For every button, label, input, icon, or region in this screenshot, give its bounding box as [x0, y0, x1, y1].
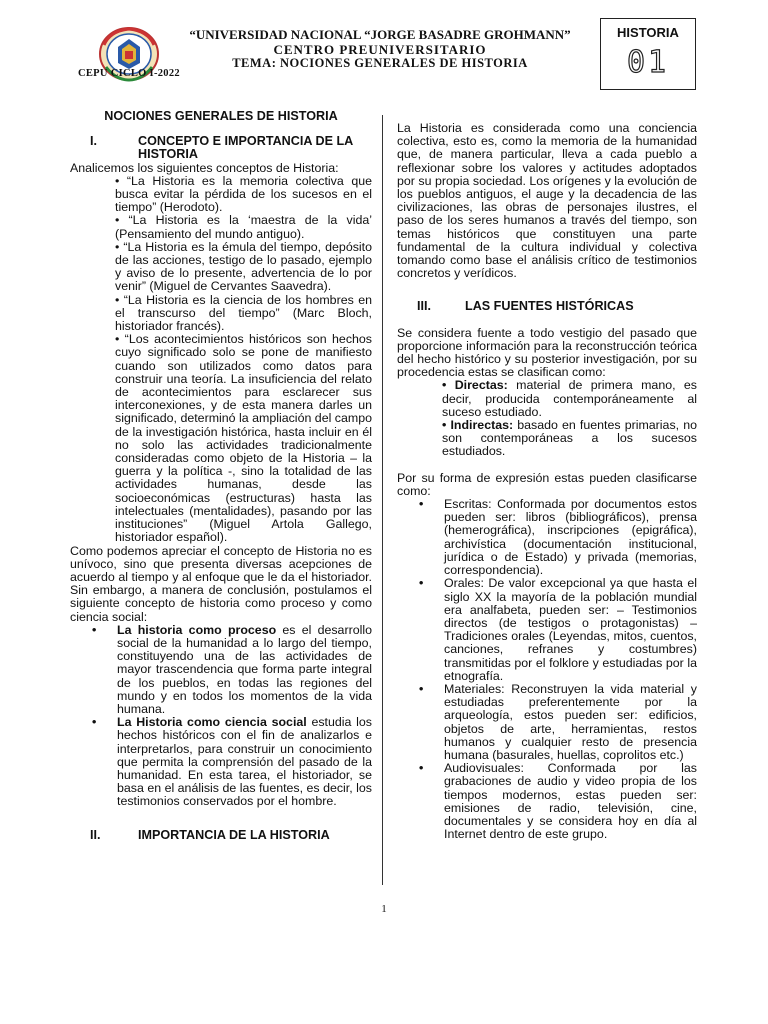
source-types-list: [397, 498, 697, 841]
quote-bloch: • “La Historia es la ciencia de los hombres en el transcurso del tiempo” (Marc Bloch, historiador francés).: [115, 292, 372, 334]
section-heading-2: [70, 829, 372, 842]
quote-artola: • “Los acontecimientos históricos son hechos cuyo significado solo se pone de manifiesto cuando son utilizados como datos para construir una teoría. La insuficiencia del relato de acontecimientos para esclarecer sus interconexiones, y de esta manera darles un significado, determinó la ampliación del campo de la investigación histórica, hasta incluir en él no solo las actividades tradicionalmente consideradas como objeto de la Historia – la guerra y la política -, sino la totalidad de las actividades humanas, desde las socioeconómicas (estructuras) hasta las intelectuales (mentalidades), pasando por las instituciones” (Miguel Artola Gallego, historiador español).: [115, 332, 372, 545]
direct-sources: [397, 379, 697, 419]
conclusion-paragraph: Como podemos apreciar el concepto de Historia no es unívoco, sino que presenta diversas acepciones de acuerdo al tiempo y al enfoque que le da el historiador. Sin embargo, a manera de conclusión, postulamos el siguiente concepto de historia como proceso y como ciencia social:: [70, 543, 372, 624]
quote-herodoto: • “La Historia es la memoria colectiva que busca evitar la pérdida de los sucesos en el tiempo” (Herodoto).: [115, 173, 372, 215]
direct-label: • Directas:: [442, 378, 508, 393]
center-name: CENTRO PREUNIVERSITARIO: [273, 42, 487, 57]
section-heading-3: [397, 300, 697, 313]
page-header: [0, 0, 768, 100]
list-item: [397, 498, 697, 577]
definition-term: La historia como proceso: [117, 622, 277, 637]
definition-text: estudia los hechos históricos con el fin de analizarlos e interpretarlos, para construir un conocimiento que permita la comprensión del pasado de la humanidad. En esta tarea, el historiador, se basa en el análisis de las fuentes, es decir, los testimonios conservados por el hombre.: [117, 715, 372, 809]
topic-title: TEMA: NOCIONES GENERALES DE HISTORIA: [232, 56, 528, 70]
section-title: CONCEPTO E IMPORTANCIA DE LA HISTORIA: [138, 134, 353, 162]
section-number: II.: [90, 827, 101, 842]
section-number: III.: [417, 299, 431, 314]
cycle-label: CEPU CICLO I-2022: [78, 68, 180, 79]
source-type-text: Materiales: Reconstruyen la vida material y estudiadas preferentemente por la arqueología, estos pueden ser: edificios, objetos de arte, herramientas, restos humanos y cualquier resto de presencia humana (basurales, huellas, coprolitos etc.): [444, 681, 697, 762]
list-item: [70, 624, 372, 716]
section-title: LAS FUENTES HISTÓRICAS: [465, 299, 634, 314]
subject-name: HISTORIA: [617, 25, 679, 40]
expression-paragraph: Por su forma de expresión estas pueden clasificarse como:: [397, 470, 697, 498]
list-item: [70, 716, 372, 808]
university-name: “UNIVERSIDAD NACIONAL “JORGE BASADRE GROHMANN”: [189, 27, 571, 42]
definition-term: La Historia como ciencia social: [117, 715, 307, 730]
list-item: [397, 577, 697, 683]
section-number: I.: [90, 134, 97, 149]
bullet-icon: •: [92, 622, 97, 637]
bullet-icon: •: [419, 497, 424, 512]
history-definitions-list: [70, 624, 372, 809]
column-divider: [382, 115, 383, 885]
section-heading-1: [70, 135, 372, 161]
left-column: [70, 108, 372, 842]
list-item: [397, 762, 697, 841]
quote-cervantes: • “La Historia es la émula del tiempo, depósito de las acciones, testigo de lo pasado, ejemplo y aviso de lo presente, advertencia de lo por venir” (Miguel de Cervantes Saavedra).: [115, 239, 372, 294]
definition-text: es el desarrollo social de la humanidad a lo largo del tiempo, constituyendo una de las actividades de mayor trascendencia que forma parte integral de los pueblos, en todas las regiones del mundo y en todos los momentos de la vida humana.: [117, 622, 372, 716]
subject-box: [600, 18, 696, 90]
source-type-text: Orales: De valor excepcional ya que hasta el siglo XX la mayoría de la población mundial era analfabeta, pueden ser: – Testimonios directos (de testigos o protagonistas) – Tradiciones orales (Leyendas, mitos, cuentos, canciones, refranes y costumbres) transmitidas por el folklore y estudiadas por la etnografía.: [444, 576, 697, 683]
direct-text: material de primera mano, es decir, producida contemporáneamente al suceso estudiado.: [442, 378, 697, 419]
subject-number: 01: [626, 45, 670, 80]
bullet-icon: •: [419, 576, 424, 591]
right-column: [397, 122, 697, 841]
page-number: 1: [381, 903, 387, 915]
quote-ancient-world: • “La Historia es la ‘maestra de la vida’ (Pensamiento del mundo antiguo).: [115, 213, 372, 241]
bullet-icon: •: [92, 715, 97, 730]
indirect-label: • Indirectas:: [442, 418, 514, 433]
bullet-icon: •: [419, 761, 424, 776]
document-title: NOCIONES GENERALES DE HISTORIA: [104, 109, 338, 123]
section-title: IMPORTANCIA DE LA HISTORIA: [138, 827, 330, 842]
history-importance-paragraph: La Historia es considerada como una conciencia colectiva, esto es, como la memoria de la humanidad que, de manera particular, lleva a cada pueblo a reflexionar sobre los valores y actitudes adoptados por su propia sociedad. Los orígenes y la evolución de los pueblos antiguos, el auge y la decadencia de las civilizaciones, las obras de personajes ilustres, el paso de los seres humanos a través del tiempo, son temas históricos que constituyen una parte fundamental de la cultura individual y colectiva tomando como base el análisis crítico de testimonios concretos y verídicos.: [397, 121, 697, 281]
indirect-sources: [397, 419, 697, 459]
source-type-text: Audiovisuales: Conformada por las grabaciones de audio y video propia de los tiempos modernos, estas pueden ser: emisiones de radio, televisión, cine, documentales y se considera hoy en día al Internet dentro de este grupo.: [444, 761, 697, 842]
sources-paragraph: Se considera fuente a todo vestigio del pasado que proporcione información para la reconstrucción teórica del hecho histórico y su posterior investigación, por su procedencia estas se clasifican como:: [397, 325, 697, 380]
intro-paragraph: Analicemos los siguientes conceptos de Historia:: [70, 160, 339, 175]
bullet-icon: •: [419, 681, 424, 696]
list-item: [397, 683, 697, 762]
indirect-text: basado en fuentes primarias, no son contemporáneas a los sucesos estudiados.: [442, 418, 697, 459]
source-type-text: Escritas: Conformada por documentos estos pueden ser: libros (bibliográficos), prensa (hemerográfica), inscripciones (epigráfica), archivística (documentación institucional, jurídica o de Estado) y privada (memorias, correspondencia).: [444, 497, 697, 578]
